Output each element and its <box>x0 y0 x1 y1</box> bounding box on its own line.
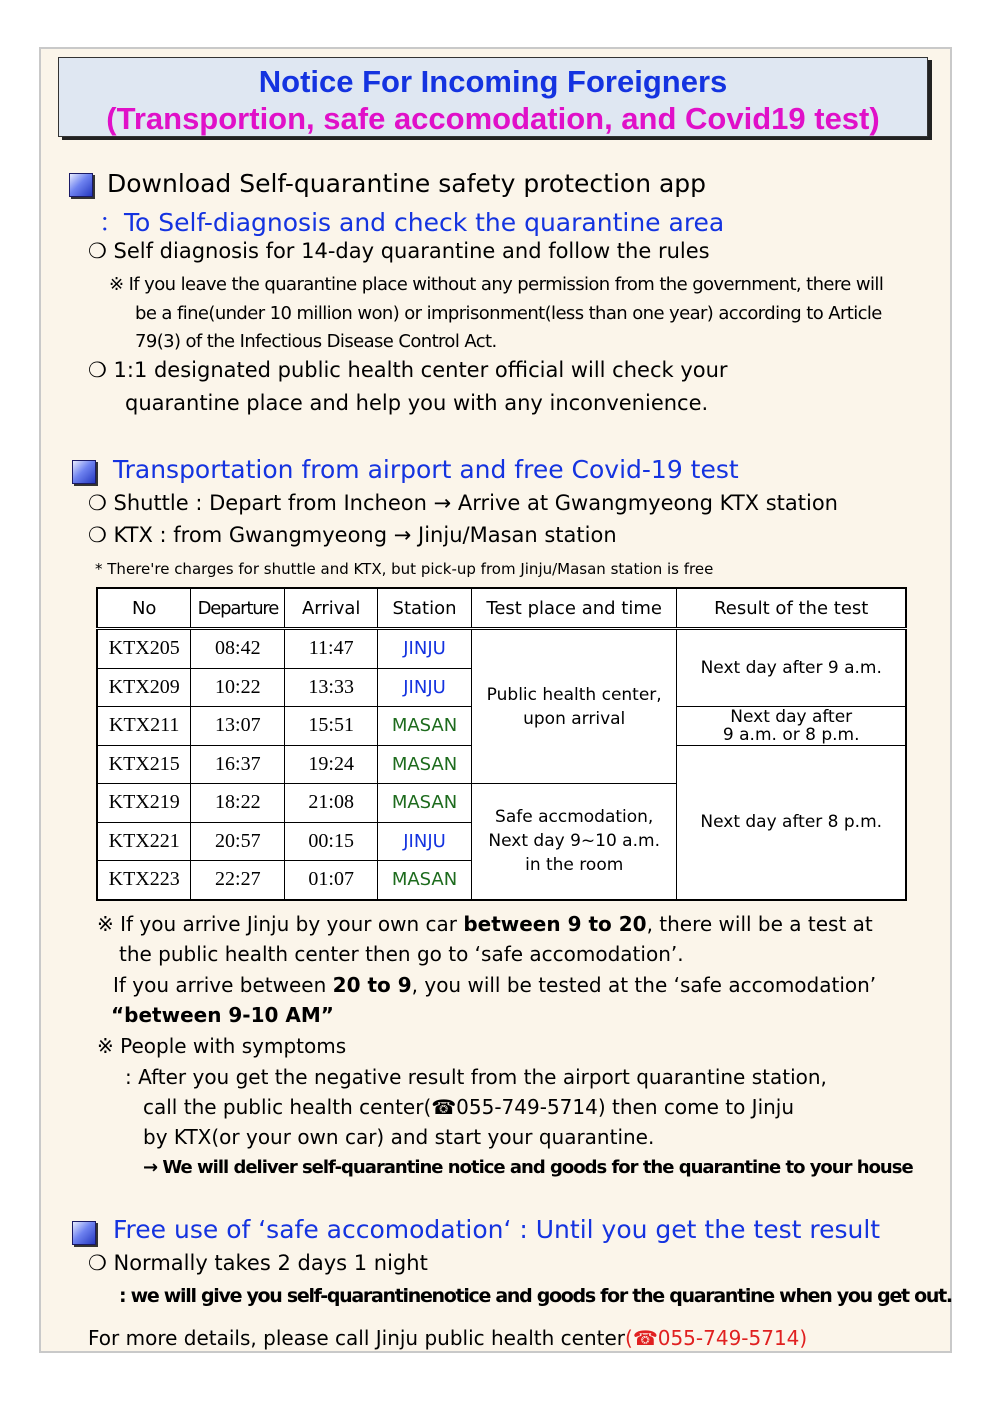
car-note-line4: “between 9-10 AM” <box>111 1003 334 1027</box>
arrival-time: 21:08 <box>285 784 378 823</box>
section3-note: : we will give you self-quarantinenotice and goods for the quarantine when you get out. <box>119 1285 952 1307</box>
departure-time: 18:22 <box>191 784 285 823</box>
departure-time: 16:37 <box>191 745 285 784</box>
departure-time: 22:27 <box>191 861 285 900</box>
section2-heading: Transportation from airport and free Covid-19 test <box>113 455 739 484</box>
square-bullet-icon <box>72 1221 96 1245</box>
car-note-text: , you will be tested at the ‘safe accomodation’ <box>411 973 877 997</box>
train-no: KTX221 <box>97 822 191 861</box>
square-bullet-icon <box>72 460 96 484</box>
result-next-day-8pm: Next day after 8 p.m. <box>677 745 906 900</box>
train-no: KTX215 <box>97 745 191 784</box>
car-note-text: , there will be a test at <box>646 912 873 936</box>
col-header-departure: Departure <box>191 588 285 629</box>
station: JINJU <box>378 822 472 861</box>
car-note-line2: the public health center then go to ‘safe accomodation’. <box>119 942 684 966</box>
arrival-time: 19:24 <box>285 745 378 784</box>
test-place-line: Public health center, <box>486 684 662 705</box>
section2-footnote: * There're charges for shuttle and KTX, but pick-up from Jinju/Masan station is free <box>95 560 714 578</box>
section1-bullet1: ❍ Self diagnosis for 14-day quarantine and follow the rules <box>88 239 710 263</box>
col-header-arrival: Arrival <box>285 588 378 629</box>
schedule-table <box>96 587 907 901</box>
contact-text: For more details, please call Jinju public health center <box>88 1326 626 1350</box>
section1-bullet2-line1: ❍ 1:1 designated public health center official will check your <box>88 358 728 382</box>
page-title: Notice For Incoming Foreigners <box>258 64 728 99</box>
table-row <box>97 629 906 669</box>
col-header-station: Station <box>378 588 472 629</box>
section2-bullet2: ❍ KTX : from Gwangmyeong → Jinju/Masan station <box>88 523 617 547</box>
station: MASAN <box>378 861 472 900</box>
arrival-time: 01:07 <box>285 861 378 900</box>
page-subtitle: (Transportion, safe accomodation, and Covid19 test) <box>106 101 880 136</box>
car-note-text: ※ If you arrive Jinju by your own car <box>97 912 464 936</box>
section1-note-line1: ※ If you leave the quarantine place without any permission from the government, there will <box>109 274 884 295</box>
departure-time: 13:07 <box>191 707 285 746</box>
notice-page <box>39 47 952 1353</box>
section1-note-line3: 79(3) of the Infectious Disease Control Act. <box>135 331 497 352</box>
col-header-result: Result of the test <box>677 588 906 629</box>
train-no: KTX211 <box>97 707 191 746</box>
symptoms-line2: call the public health center(☎055-749-5714) then come to Jinju <box>143 1095 795 1119</box>
contact-line <box>88 1326 807 1350</box>
car-note-bold: 20 to 9 <box>332 973 412 997</box>
departure-time: 08:42 <box>191 629 285 669</box>
section2-bullet1: ❍ Shuttle : Depart from Incheon → Arrive at Gwangmyeong KTX station <box>88 491 838 515</box>
col-header-no: No <box>97 588 191 629</box>
train-no: KTX205 <box>97 629 191 669</box>
col-header-test-place: Test place and time <box>471 588 676 629</box>
symptoms-line3: by KTX(or your own car) and start your quarantine. <box>143 1125 655 1149</box>
section3-heading: Free use of ‘safe accomodation‘ : Until you get the test result <box>113 1215 881 1244</box>
arrival-time: 15:51 <box>285 707 378 746</box>
result-line: Next day after <box>730 706 853 727</box>
result-next-day-9am-or-8pm <box>677 707 906 746</box>
square-bullet-icon <box>69 173 93 197</box>
departure-time: 20:57 <box>191 822 285 861</box>
test-place-line: Safe accmodation, <box>495 807 654 828</box>
car-note-line3 <box>113 973 876 997</box>
station: MASAN <box>378 745 472 784</box>
symptoms-title: ※ People with symptoms <box>97 1034 347 1058</box>
result-line: 9 a.m. or 8 p.m. <box>722 724 860 745</box>
symptoms-line1: : After you get the negative result from the airport quarantine station, <box>125 1065 827 1089</box>
arrival-time: 13:33 <box>285 668 378 707</box>
section1-heading: Download Self-quarantine safety protection app <box>107 169 707 198</box>
train-no: KTX209 <box>97 668 191 707</box>
station: JINJU <box>378 629 472 669</box>
car-note-bold: between 9 to 20 <box>463 912 647 936</box>
section1-subheading: ：To Self-diagnosis and check the quarantine area <box>99 208 725 237</box>
car-note-text: If you arrive between <box>113 973 333 997</box>
title-box <box>58 57 928 137</box>
section1-note-line2: be a fine(under 10 million won) or imprisonment(less than one year) according to Article <box>135 303 882 324</box>
departure-time: 10:22 <box>191 668 285 707</box>
arrival-time: 11:47 <box>285 629 378 669</box>
table-header-row <box>97 588 906 629</box>
contact-phone: (☎055-749-5714) <box>625 1326 808 1350</box>
section1-bullet2-line2: quarantine place and help you with any inconvenience. <box>125 391 709 415</box>
arrival-time: 00:15 <box>285 822 378 861</box>
car-note-line1 <box>97 912 873 936</box>
test-place-line: Next day 9~10 a.m. <box>488 831 660 852</box>
test-place-public-center <box>471 629 676 784</box>
station: MASAN <box>378 784 472 823</box>
result-next-day-9am: Next day after 9 a.m. <box>677 629 906 707</box>
train-no: KTX223 <box>97 861 191 900</box>
station: MASAN <box>378 707 472 746</box>
test-place-line: upon arrival <box>523 708 626 729</box>
test-place-safe-accommodation <box>471 784 676 900</box>
station: JINJU <box>378 668 472 707</box>
test-place-line: in the room <box>525 855 624 876</box>
train-no: KTX219 <box>97 784 191 823</box>
symptoms-line4: → We will deliver self-quarantine notice and goods for the quarantine to your house <box>143 1157 913 1178</box>
section3-bullet1: ❍ Normally takes 2 days 1 night <box>88 1251 428 1275</box>
